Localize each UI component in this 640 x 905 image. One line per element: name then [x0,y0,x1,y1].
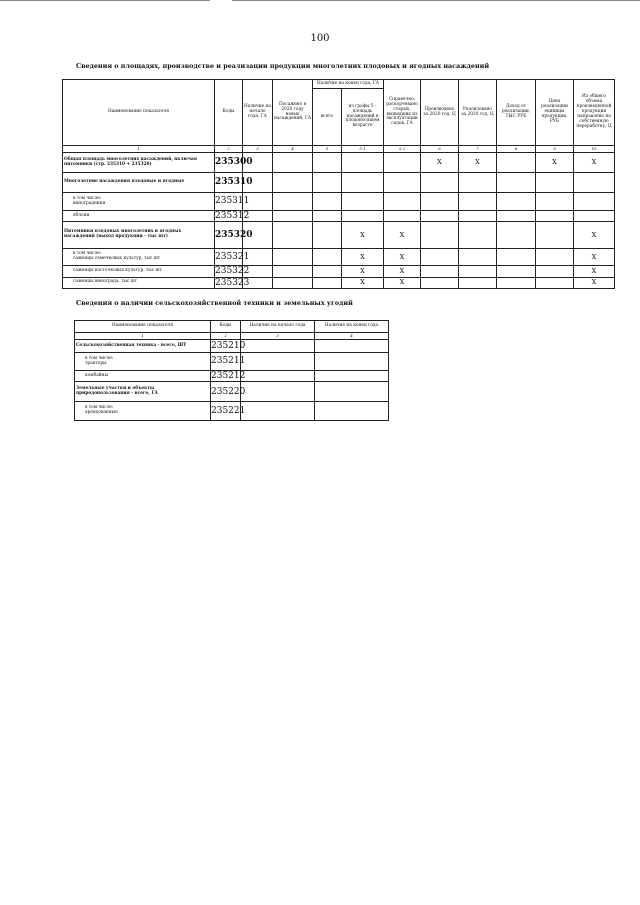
top-rule-right [232,0,640,1]
value-cell: X [574,266,615,277]
value-cell: X [384,249,421,266]
table-row [63,211,615,222]
row-code: 235221 [211,402,241,421]
value-cell[interactable] [315,340,389,353]
value-cell[interactable] [315,382,389,402]
col-number: 1 [63,146,215,153]
col-number: 1 [75,333,211,340]
col-number: 5.2 [384,146,421,153]
value-cell[interactable] [497,266,536,277]
row-code: 235220 [211,382,241,402]
row-label: Общая площадь многолетних насаждений, включая питомники (стр. 235310 + 235320) [63,153,215,173]
table-row [63,193,615,211]
value-cell: X [384,266,421,277]
value-cell[interactable] [421,173,459,193]
row-label [75,353,211,371]
value-cell[interactable] [315,371,389,382]
col-number: 9 [536,146,574,153]
value-cell[interactable] [313,266,342,277]
header-planted: Посажено в 2020 году новых насаждений, ГА [273,80,313,146]
value-cell[interactable] [574,193,615,211]
header-uprooted: Справочно: раскорчевано старых, вышедших из эксплуатации садов, ГА [384,80,421,146]
value-cell[interactable] [459,193,497,211]
row-label-prefix: в том числе: [85,355,114,361]
row-label: Питомники плодовых многолетних и ягодных насаждений (выход продукции - тыс шт) [63,222,215,249]
header-start: Наличие на начало года [241,321,315,333]
col-number: 4 [315,333,389,340]
value-cell[interactable] [241,402,315,421]
header-codes: Коды [211,321,241,333]
table-row [75,382,389,402]
value-cell[interactable] [421,266,459,277]
value-cell[interactable] [421,193,459,211]
row-label-prefix: в том числе: [73,195,102,201]
row-code: 235210 [211,340,246,351]
value-cell[interactable] [273,173,313,193]
value-cell[interactable] [313,277,342,288]
machinery-land-table [74,320,389,421]
row-label: саженцы винограда, тыс шт [63,277,215,288]
value-cell[interactable] [459,266,497,277]
value-cell: X [574,153,615,173]
value-cell[interactable] [384,153,421,173]
section1-title: Сведения о площадях, производстве и реализации продукции многолетних плодовых и ягодных насаждений [76,62,490,70]
value-cell[interactable] [459,211,497,222]
value-cell[interactable] [421,222,459,249]
value-cell[interactable] [384,193,421,211]
top-rule-left [0,0,210,1]
value-cell[interactable] [342,173,384,193]
col-number: 6 [421,146,459,153]
header-start-area: Наличие на начало года, ГА [243,80,273,146]
header-fruit-bearing: из графы 5 - площадь насаждений в плодоносящем возрасте [342,89,384,146]
value-cell: X [421,153,459,173]
value-cell: X [459,153,497,173]
value-cell[interactable] [273,222,313,249]
header-income: Доход от реализации, ТЫС РУБ [497,80,536,146]
header-total: всего [313,89,342,146]
row-label-text: саженцы семечковых культур, тыс шт [73,256,161,262]
col-number: 5.1 [342,146,384,153]
value-cell: X [342,266,384,277]
row-label: Многолетние насаждения плодовые и ягодные [63,173,215,193]
header-codes: Коды [215,80,243,146]
header-processing: Из общего объема произведенной продукции направлено на собственную переработку, Ц [574,80,615,146]
value-cell[interactable] [421,249,459,266]
value-cell[interactable] [315,353,389,371]
value-cell[interactable] [241,340,315,353]
table-row [75,371,389,382]
row-label [63,193,215,211]
row-code: 235323 [215,277,250,288]
value-cell[interactable] [497,173,536,193]
table-row [75,402,389,421]
row-label-text: виноградники [73,200,106,206]
value-cell: X [342,222,384,249]
value-cell[interactable] [421,211,459,222]
row-code: 235312 [215,211,250,221]
value-cell[interactable] [536,211,574,222]
row-label: Земельные участки и объекты природопользования - всего, ГА [75,382,211,402]
row-label: яблони [63,211,215,222]
value-cell[interactable] [241,353,315,371]
header-end: Наличие на конец года [315,321,389,333]
value-cell[interactable] [273,193,313,211]
col-number: 2 [211,333,241,340]
row-label: саженцы косточковых культур, тыс шт [63,266,215,277]
value-cell[interactable] [313,173,342,193]
header-sold: Реализовано за 2020 год, Ц [459,80,497,146]
row-label: комбайны [75,371,211,382]
row-code: 235211 [211,353,241,371]
col-number: 2 [215,146,243,153]
value-cell[interactable] [241,371,315,382]
row-label [75,402,211,421]
row-code: 235300 [215,153,243,173]
value-cell: X [342,277,384,288]
value-cell: X [384,277,421,288]
value-cell: X [574,222,615,249]
value-cell[interactable] [313,249,342,266]
value-cell[interactable] [313,222,342,249]
header-indicator: Наименование показателя [63,80,215,146]
section2-title: Сведения о наличии сельскохозяйственной техники и земельных угодий [76,299,353,307]
value-cell[interactable] [497,277,536,288]
table-row [63,277,615,288]
col-number: 3 [241,333,315,340]
value-cell[interactable] [273,277,313,288]
value-cell: X [536,153,574,173]
value-cell[interactable] [384,173,421,193]
table-row [75,353,389,371]
value-cell[interactable] [384,211,421,222]
table-row [63,153,615,173]
row-label-text: арендованные [85,410,118,416]
col-number: 8 [497,146,536,153]
value-cell[interactable] [497,193,536,211]
value-cell: X [574,277,615,288]
value-cell[interactable] [342,193,384,211]
value-cell[interactable] [421,277,459,288]
table-row [63,173,615,193]
row-label-text: тракторы [85,360,107,366]
page-number: 100 [310,33,330,44]
value-cell[interactable] [497,249,536,266]
value-cell[interactable] [459,222,497,249]
value-cell[interactable] [459,249,497,266]
value-cell[interactable] [342,153,384,173]
header-indicator: Наименование показателя [75,321,211,333]
value-cell[interactable] [497,222,536,249]
table-row [63,249,615,266]
plantations-table [62,79,615,289]
col-number: 4 [273,146,313,153]
row-code: 235310 [215,173,243,193]
value-cell[interactable] [536,222,574,249]
row-code: 235311 [215,193,243,211]
value-cell[interactable] [574,173,615,193]
col-number: 7 [459,146,497,153]
row-label [63,249,215,266]
row-code: 235320 [215,222,243,249]
row-label-prefix: в том числе: [85,405,114,411]
value-cell: X [342,249,384,266]
header-price: Цена реализации единицы продукции, РУБ [536,80,574,146]
value-cell[interactable] [273,153,313,173]
value-cell[interactable] [273,249,313,266]
value-cell[interactable] [536,173,574,193]
col-number: 5 [313,146,342,153]
value-cell[interactable] [497,153,536,173]
value-cell[interactable] [313,211,342,222]
value-cell[interactable] [459,277,497,288]
value-cell[interactable] [315,402,389,421]
value-cell[interactable] [273,211,313,222]
value-cell[interactable] [536,277,574,288]
value-cell[interactable] [313,153,342,173]
value-cell: X [384,222,421,249]
value-cell[interactable] [273,266,313,277]
row-label: Сельскохозяйственная техника - всего, ШТ [75,340,211,353]
col-number: 3 [243,146,273,153]
table-row [63,222,615,249]
row-code: 235322 [215,266,250,277]
table-row [75,340,389,353]
row-code: 235212 [211,371,246,381]
value-cell[interactable] [536,266,574,277]
col-number: 10 [574,146,615,153]
value-cell[interactable] [536,193,574,211]
header-end-area-group: Наличие на конец года, ГА [313,80,384,89]
value-cell[interactable] [459,173,497,193]
value-cell[interactable] [574,211,615,222]
value-cell[interactable] [536,249,574,266]
value-cell[interactable] [342,211,384,222]
value-cell[interactable] [497,211,536,222]
table-row [63,266,615,277]
header-produced: Производено за 2020 год, Ц [421,80,459,146]
value-cell[interactable] [313,193,342,211]
value-cell: X [574,249,615,266]
row-label-prefix: в том числе: [73,251,102,257]
value-cell[interactable] [241,382,315,402]
row-code: 235321 [215,249,243,266]
